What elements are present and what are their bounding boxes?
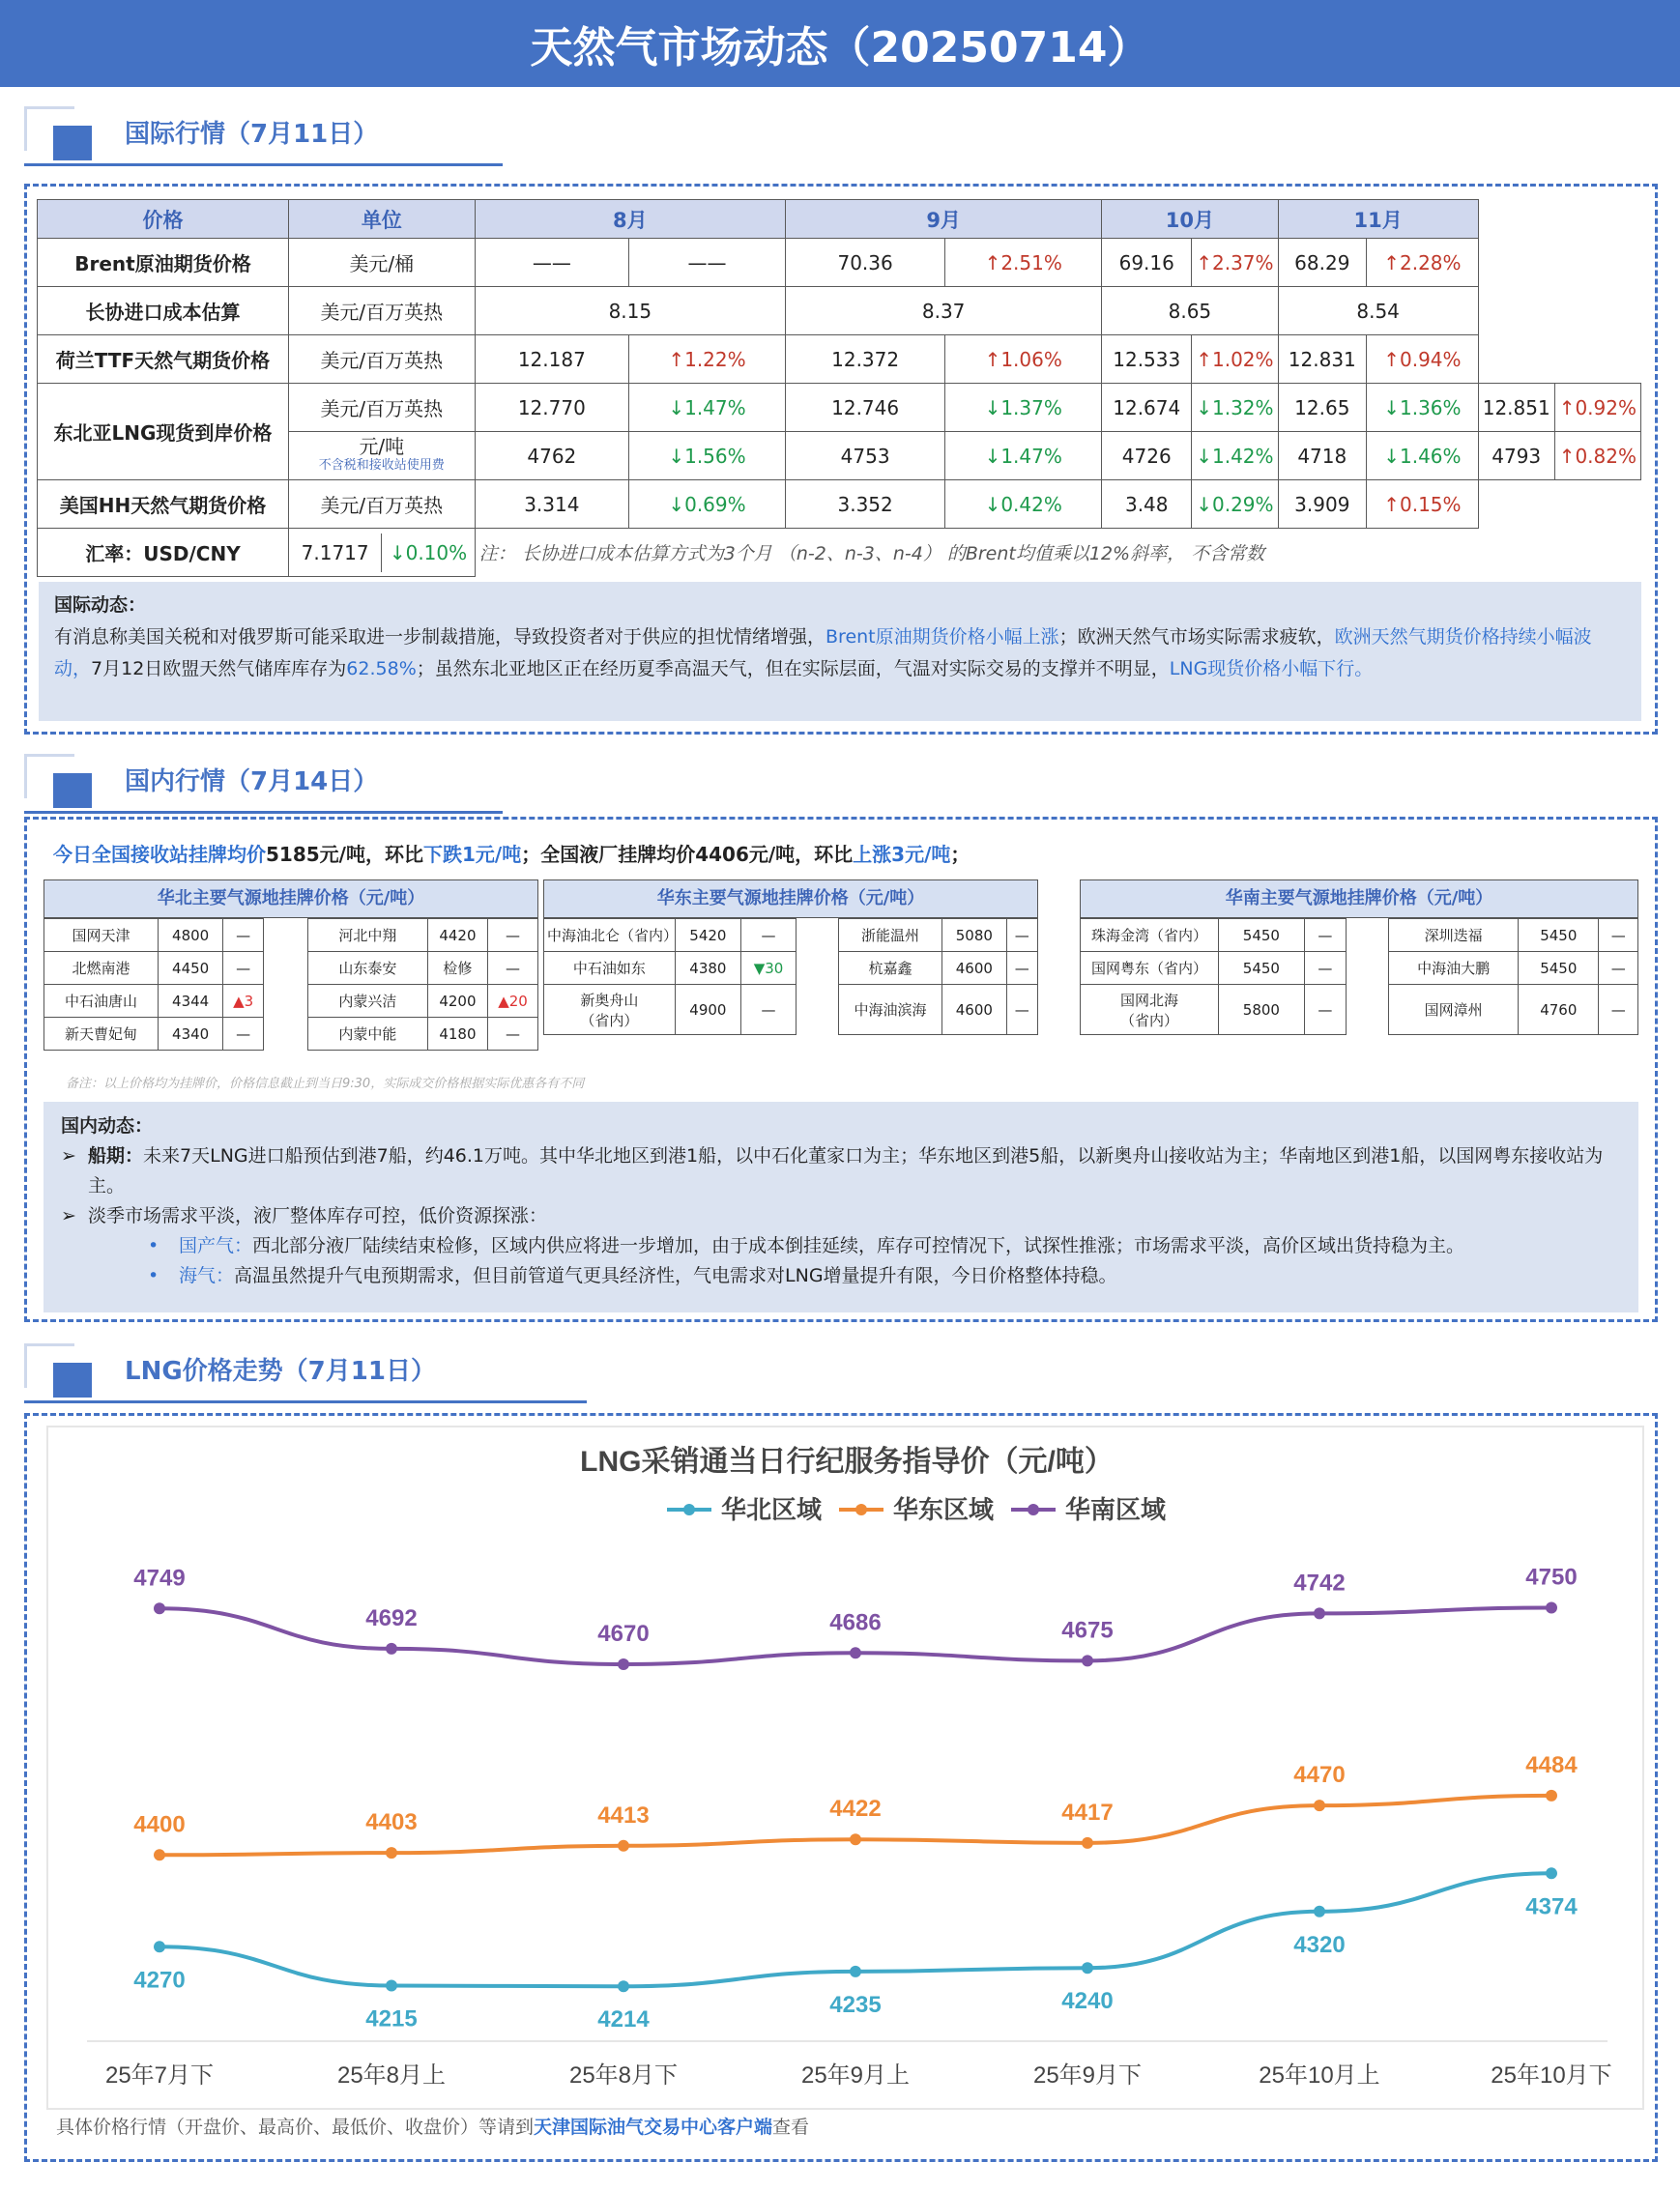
data-label: 4240 (1061, 1988, 1114, 2015)
source-price: 5450 (1519, 952, 1599, 985)
data-point (1082, 1962, 1093, 1974)
data-label: 4214 (597, 2006, 650, 2033)
th-price: 价格 (38, 200, 289, 239)
source-name: 山东泰安 (308, 952, 428, 985)
price-row (308, 919, 538, 952)
data-label: 4484 (1525, 1751, 1578, 1778)
page-title: 天然气市场动态（20250714） (530, 23, 1150, 72)
source-change: — (1304, 919, 1346, 952)
source-name: 中海油大鹏 (1389, 952, 1519, 985)
data-point (618, 1840, 629, 1852)
data-point (1082, 1655, 1093, 1666)
source-name: 国网北海 （省内） (1081, 985, 1219, 1035)
data-point (850, 1966, 861, 1977)
data-point (1082, 1837, 1093, 1849)
source-name: 新天曹妃甸 (44, 1018, 159, 1051)
row-hh: 美国HH天然气期货价格 美元/百万英热 3.314 ↓0.69% 3.352 ↓0.42% 3.48 ↓0.29% 3.909 ↑0.15% (38, 480, 1641, 529)
data-point (154, 1849, 165, 1860)
footer-note: 具体价格行情（开盘价、最高价、最低价、收盘价）等请到天津国际油气交易中心客户端查看 (56, 2117, 810, 2138)
source-change: — (1006, 919, 1037, 952)
source-name: 中海油北仑（省内） (544, 919, 676, 952)
data-point (1546, 1867, 1557, 1879)
section-title-intl (24, 106, 503, 166)
source-price: 4420 (427, 919, 487, 952)
source-change: — (488, 1018, 538, 1051)
source-price: 4800 (159, 919, 223, 952)
data-label: 4270 (133, 1967, 186, 1994)
legend-marker (1028, 1504, 1039, 1515)
lng-chart (46, 1426, 1644, 2110)
south-title: 华南主要气源地挂牌价格（元/吨） (1080, 879, 1638, 918)
section-title-lng (24, 1343, 587, 1403)
data-point (1546, 1790, 1557, 1802)
price-row (44, 952, 264, 985)
data-point (1314, 1800, 1325, 1811)
north-title: 华北主要气源地挂牌价格（元/吨） (43, 879, 538, 918)
data-point (154, 1602, 165, 1614)
source-change: — (1304, 985, 1346, 1035)
source-price: 4900 (675, 985, 740, 1035)
legend-marker (683, 1504, 695, 1515)
data-label: 4215 (365, 2005, 418, 2032)
data-point (618, 1980, 629, 1992)
source-price: 4200 (427, 985, 487, 1018)
source-change: — (1006, 985, 1037, 1035)
price-row (44, 1018, 264, 1051)
source-price: 4760 (1519, 985, 1599, 1035)
price-row (544, 919, 797, 952)
x-tick-label: 25年7月下 (104, 2062, 215, 2089)
row-ttf: 荷兰TTF天然气期货价格 美元/百万英热 12.187 ↑1.22% 12.372 ↑1.06% 12.533 ↑1.02% 12.831 ↑0.94% (38, 335, 1641, 384)
source-change: — (488, 919, 538, 952)
source-price: 4344 (159, 985, 223, 1018)
intl-news: 国际动态： 有消息称美国关税和对俄罗斯可能采取进一步制裁措施，导致投资者对于供应的担忧情绪增强，Brent原油期货价格小幅上涨；欧洲天然气市场实际需求疲软，欧洲天然气期货价格持续小幅波动，7月12日欧盟天然气储库库存为62.58%；虽然东北亚地区正在经历夏季高温天气，但在实际层面，气温对实际交易的支撑并不明显，LNG现货价格小幅下行。 (39, 582, 1641, 721)
source-price: 检修 (427, 952, 487, 985)
legend-marker (855, 1504, 867, 1515)
source-change: — (1599, 985, 1638, 1035)
north-left-table (43, 918, 264, 1051)
price-row (308, 985, 538, 1018)
data-label: 4675 (1061, 1617, 1114, 1644)
row-lng-cny: 元/吨 不含税和接收站使用费 4762 ↓1.56% 4753 ↓1.47% 4726 ↓1.42% 4718 ↓1.46% 4793 ↑0.82% (38, 432, 1641, 480)
east-right-table (838, 918, 1038, 1035)
data-point (386, 1847, 397, 1859)
page-header (0, 0, 1680, 87)
intl-price-table (37, 199, 1641, 577)
source-name: 国网漳州 (1389, 985, 1519, 1035)
data-point (1314, 1607, 1325, 1619)
th-sep: 9月 (786, 200, 1102, 239)
price-row (1389, 952, 1638, 985)
data-point (386, 1980, 397, 1992)
th-unit: 单位 (288, 200, 475, 239)
price-row (1081, 985, 1347, 1035)
price-remark: 备注：以上价格均为挂牌价，价格信息截止到当日9:30，实际成交价格根据实际优惠各有不同 (66, 1077, 585, 1091)
source-change: — (1599, 952, 1638, 985)
x-tick-label: 25年8月上 (336, 2062, 447, 2089)
source-change: — (223, 952, 264, 985)
data-point (618, 1658, 629, 1670)
price-row (44, 985, 264, 1018)
source-name: 河北中翔 (308, 919, 428, 952)
x-tick-label: 25年9月上 (800, 2062, 911, 2089)
south-right-table (1388, 918, 1638, 1035)
source-name: 中石油如东 (544, 952, 676, 985)
domestic-summary: 今日全国接收站挂牌均价5185元/吨，环比下跌1元/吨；全国液厂挂牌均价4406元/吨，环比上涨3元/吨； (53, 843, 970, 866)
data-label: 4422 (829, 1796, 882, 1823)
data-label: 4400 (133, 1811, 186, 1838)
section-title-intl-text: 国际行情（7月11日） (125, 120, 379, 149)
source-price: 5450 (1219, 919, 1305, 952)
source-change: — (223, 1018, 264, 1051)
north-right-table (307, 918, 538, 1051)
source-price: 5420 (675, 919, 740, 952)
source-name: 深圳迭福 (1389, 919, 1519, 952)
data-point (154, 1941, 165, 1952)
price-row (1081, 952, 1347, 985)
data-label: 4417 (1061, 1799, 1114, 1826)
price-row (839, 919, 1038, 952)
legend-label: 华北区域 (721, 1495, 823, 1524)
data-label: 4750 (1525, 1564, 1578, 1591)
data-point (1546, 1602, 1557, 1614)
row-fx: 汇率：USD/CNY 7.1717 ↓0.10% 注： 长协进口成本估算方式为3个月 （n-2、n-3、n-4） 的Brent均值乘以12%斜率， 不含常数 (38, 529, 1641, 577)
source-name: 新奥舟山 （省内） (544, 985, 676, 1035)
source-change: — (741, 985, 797, 1035)
source-name: 内蒙中能 (308, 1018, 428, 1051)
source-change: ▲3 (223, 985, 264, 1018)
x-tick-label: 25年8月下 (568, 2062, 679, 2089)
data-label: 4670 (597, 1621, 650, 1647)
source-price: 4380 (675, 952, 740, 985)
source-price: 4180 (427, 1018, 487, 1051)
source-price: 5450 (1519, 919, 1599, 952)
data-point (1314, 1906, 1325, 1917)
th-nov: 11月 (1278, 200, 1478, 239)
domestic-news: 国内动态： ➢ 船期：未来7天LNG进口船预估到港7船，约46.1万吨。其中华北地区到港1船，以中石化董家口为主；华东地区到港5船，以新奥舟山接收站为主；华南地区到港1船，以国网粤东接收站为主。 ➢ 淡季市场需求平淡，液厂整体库存可控，低价资源探涨： • 国产气：西北部分液厂陆续结束检修，区域内供应将进一步增加，由于成本倒挂延续，库存可控情况下，试探性推涨；市场需求平淡，高价区域出货持稳为主。 • 海气：高温虽然提升气电预期需求，但目前管道气更具经济性，气电需求对LNG增量提升有限，今日价格整体持稳。 (43, 1102, 1638, 1312)
east-left-table (543, 918, 797, 1035)
x-tick-label: 25年9月下 (1032, 2062, 1143, 2089)
east-title: 华东主要气源地挂牌价格（元/吨） (543, 879, 1038, 918)
section-title-domestic (24, 754, 503, 814)
chart-title: LNG采销通当日行纪服务指导价（元/吨） (580, 1446, 1114, 1478)
source-change: — (488, 952, 538, 985)
th-aug: 8月 (475, 200, 785, 239)
row-lng-usd: 东北亚LNG现货到岸价格 美元/百万英热 12.770 ↓1.47% 12.746 ↓1.37% 12.674 ↓1.32% 12.65 ↓1.36% 12.851 ↑0.92% (38, 384, 1641, 432)
source-price: 4600 (942, 952, 1007, 985)
source-change: ▼30 (741, 952, 797, 985)
source-change: — (1599, 919, 1638, 952)
source-name: 浙能温州 (839, 919, 942, 952)
data-point (850, 1833, 861, 1845)
source-change: ▲20 (488, 985, 538, 1018)
source-price: 5080 (942, 919, 1007, 952)
x-tick-label: 25年10月上 (1259, 2062, 1380, 2089)
price-row (1389, 985, 1638, 1035)
price-row (1389, 919, 1638, 952)
row-brent: Brent原油期货价格 美元/桶 —— —— 70.36 ↑2.51% 69.16 ↑2.37% 68.29 ↑2.28% (38, 239, 1641, 287)
data-label: 4413 (597, 1802, 650, 1829)
source-name: 杭嘉鑫 (839, 952, 942, 985)
source-name: 国网天津 (44, 919, 159, 952)
row-contract-cost: 长协进口成本估算 美元/百万英热 8.15 8.37 8.65 8.54 (38, 287, 1641, 335)
data-point (386, 1643, 397, 1655)
price-row (839, 985, 1038, 1035)
price-row (44, 919, 264, 952)
source-name: 珠海金湾（省内） (1081, 919, 1219, 952)
data-label: 4374 (1525, 1893, 1578, 1920)
source-change: — (1304, 952, 1346, 985)
data-label: 4235 (829, 1991, 882, 2018)
price-row (308, 952, 538, 985)
source-price: 4450 (159, 952, 223, 985)
source-name: 北燃南港 (44, 952, 159, 985)
source-price: 4600 (942, 985, 1007, 1035)
section-title-lng-text: LNG价格走势（7月11日） (125, 1357, 436, 1386)
x-tick-label: 25年10月下 (1491, 2062, 1612, 2089)
section-title-domestic-text: 国内行情（7月14日） (125, 767, 379, 796)
price-row (308, 1018, 538, 1051)
source-name: 国网粤东（省内） (1081, 952, 1219, 985)
data-label: 4403 (365, 1809, 418, 1836)
source-change: — (741, 919, 797, 952)
source-price: 5800 (1219, 985, 1305, 1035)
data-label: 4470 (1293, 1762, 1346, 1789)
legend-label: 华南区域 (1065, 1495, 1167, 1524)
price-row (1081, 919, 1347, 952)
source-name: 内蒙兴洁 (308, 985, 428, 1018)
legend-label: 华东区域 (893, 1495, 995, 1524)
south-left-table (1080, 918, 1347, 1035)
price-row (544, 952, 797, 985)
source-change: — (1006, 952, 1037, 985)
th-oct: 10月 (1102, 200, 1278, 239)
data-label: 4742 (1293, 1570, 1346, 1597)
data-label: 4692 (365, 1604, 418, 1631)
lng-line-chart (48, 1427, 1646, 2112)
data-label: 4686 (829, 1609, 882, 1636)
source-name: 中石油唐山 (44, 985, 159, 1018)
source-change: — (223, 919, 264, 952)
data-point (850, 1647, 861, 1658)
source-price: 4340 (159, 1018, 223, 1051)
source-name: 中海油滨海 (839, 985, 942, 1035)
price-row (544, 985, 797, 1035)
source-price: 5450 (1219, 952, 1305, 985)
data-label: 4749 (133, 1565, 186, 1592)
price-row (839, 952, 1038, 985)
data-label: 4320 (1293, 1931, 1346, 1958)
